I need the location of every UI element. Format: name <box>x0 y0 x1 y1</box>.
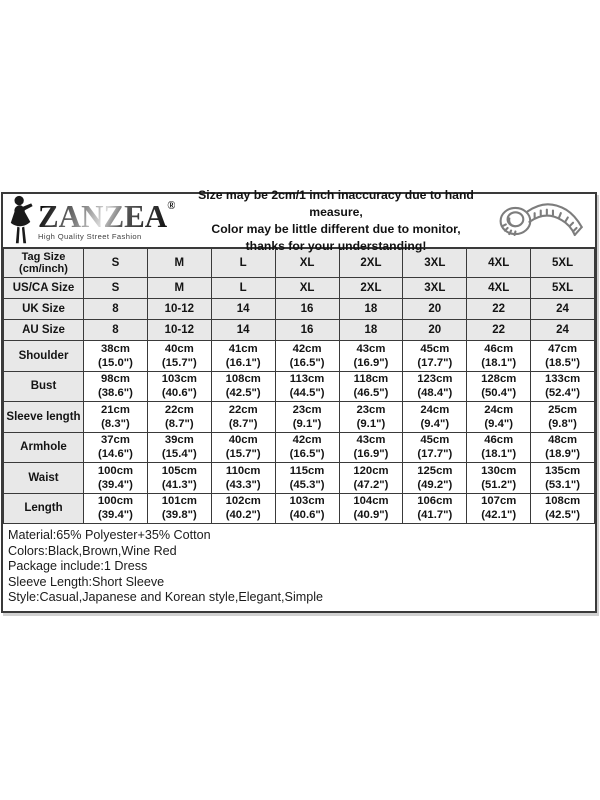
measure-cell <box>147 371 211 402</box>
inch-value: (47.2") <box>353 478 389 491</box>
cm-value: 42cm <box>292 342 322 355</box>
measure-cell <box>211 371 275 402</box>
brand-tagline: High Quality Street Fashion <box>38 231 142 241</box>
size-cell: 14 <box>211 320 275 341</box>
inch-value: (18.5") <box>545 356 580 369</box>
inch-value: (18.9") <box>545 448 580 461</box>
inch-value: (49.2") <box>417 478 453 491</box>
size-cell: 2XL <box>339 249 403 278</box>
brand-logo <box>3 195 183 247</box>
inch-value: (15.0") <box>98 356 133 369</box>
measure-cell <box>531 493 595 524</box>
size-cell: 5XL <box>531 249 595 278</box>
cm-value: 106cm <box>417 495 453 508</box>
inch-value: (18.1") <box>481 356 517 369</box>
inch-value: (9.1") <box>292 417 322 430</box>
inch-value: (9.1") <box>356 417 386 430</box>
cm-value: 123cm <box>417 373 453 386</box>
row-label: AU Size <box>4 320 84 341</box>
measure-cell <box>211 402 275 433</box>
cm-value: 98cm <box>100 373 130 386</box>
size-cell: 8 <box>84 320 148 341</box>
cm-value: 128cm <box>481 373 517 386</box>
size-cell: S <box>84 278 148 299</box>
measure-cell <box>84 402 148 433</box>
notice-line: Size may be 2cm/1 inch inaccuracy due to hand measure, <box>198 187 474 219</box>
measure-cell <box>531 341 595 372</box>
cm-value: 115cm <box>289 464 325 477</box>
cm-value: 130cm <box>481 464 517 477</box>
inch-value: (39.4") <box>98 509 133 522</box>
measure-cell <box>531 432 595 463</box>
measure-cell <box>531 463 595 494</box>
inch-value: (40.6") <box>161 387 197 400</box>
inch-value: (41.7") <box>417 509 453 522</box>
cm-value: 24cm <box>484 403 514 416</box>
measure-cell <box>147 402 211 433</box>
detail-line-colors: Colors:Black,Brown,Wine Red <box>8 543 177 558</box>
cm-value: 101cm <box>161 495 197 508</box>
inch-value: (48.4") <box>417 387 453 400</box>
cm-value: 25cm <box>548 403 578 416</box>
cm-value: 22cm <box>164 403 194 416</box>
cm-value: 104cm <box>353 495 389 508</box>
measure-cell <box>467 432 531 463</box>
registered-mark: ® <box>167 199 176 212</box>
measure-cell <box>147 341 211 372</box>
cm-value: 39cm <box>164 434 194 447</box>
row-label: Armhole <box>4 432 84 463</box>
size-cell: 4XL <box>467 249 531 278</box>
inch-value: (8.7") <box>228 417 258 430</box>
measure-cell <box>403 402 467 433</box>
brand-name-text: ZANZEA <box>38 198 168 235</box>
size-cell: 20 <box>403 299 467 320</box>
cm-value: 47cm <box>548 342 578 355</box>
cm-value: 120cm <box>353 464 389 477</box>
brand-text <box>38 198 176 241</box>
measure-cell <box>339 402 403 433</box>
measure-cell <box>84 371 148 402</box>
product-details <box>3 524 595 611</box>
cm-value: 37cm <box>100 434 130 447</box>
cm-value: 45cm <box>420 342 450 355</box>
inch-value: (40.9") <box>353 509 389 522</box>
cm-value: 46cm <box>484 434 514 447</box>
size-cell: 16 <box>275 320 339 341</box>
size-cell: 2XL <box>339 278 403 299</box>
row-label: Waist <box>4 463 84 494</box>
size-cell: XL <box>275 278 339 299</box>
cm-value: 22cm <box>228 403 258 416</box>
cm-value: 40cm <box>164 342 194 355</box>
measuring-tape-icon <box>491 197 587 245</box>
inch-value: (39.4") <box>98 478 133 491</box>
cm-value: 100cm <box>97 464 134 477</box>
inch-value: (42.5") <box>225 387 261 400</box>
cm-value: 48cm <box>548 434 578 447</box>
measure-cell <box>403 371 467 402</box>
size-cell: XL <box>275 249 339 278</box>
row-label-line: (cm/inch) <box>19 263 68 275</box>
cm-value: 100cm <box>97 495 134 508</box>
measure-cell <box>467 341 531 372</box>
cm-value: 43cm <box>356 434 386 447</box>
detail-line-sleeve: Sleeve Length:Short Sleeve <box>8 574 165 589</box>
measure-cell <box>275 493 339 524</box>
size-chart-sheet <box>1 187 597 613</box>
inch-value: (53.1") <box>545 478 580 491</box>
measure-cell <box>147 432 211 463</box>
inch-value: (39.8") <box>161 509 197 522</box>
notice-line: Color may be little different due to monitor, <box>211 221 461 236</box>
measure-cell <box>275 463 339 494</box>
table-row-sleeve-length <box>4 402 595 433</box>
size-cell: 24 <box>531 320 595 341</box>
inch-value: (16.1") <box>225 356 261 369</box>
table-row-length <box>4 493 595 524</box>
inch-value: (16.5") <box>289 448 325 461</box>
measure-cell <box>403 493 467 524</box>
inch-value: (52.4") <box>545 387 580 400</box>
measure-cell <box>339 493 403 524</box>
size-cell: 24 <box>531 299 595 320</box>
table-row-shoulder <box>4 341 595 372</box>
cm-value: 113cm <box>289 373 325 386</box>
size-cell: 4XL <box>467 278 531 299</box>
cm-value: 23cm <box>292 403 322 416</box>
cm-value: 105cm <box>161 464 197 477</box>
table-row-waist <box>4 463 595 494</box>
inch-value: (16.5") <box>289 356 325 369</box>
size-cell: 18 <box>339 299 403 320</box>
inch-value: (42.5") <box>545 509 580 522</box>
size-cell: 5XL <box>531 278 595 299</box>
measure-cell <box>531 371 595 402</box>
inch-value: (15.7") <box>225 448 261 461</box>
size-cell: 16 <box>275 299 339 320</box>
inch-value: (44.5") <box>289 387 325 400</box>
cm-value: 42cm <box>292 434 322 447</box>
size-cell: 22 <box>467 320 531 341</box>
cm-value: 118cm <box>353 373 389 386</box>
measure-cell <box>275 341 339 372</box>
inch-value: (43.3") <box>225 478 261 491</box>
table-row-usca-size <box>4 278 595 299</box>
cm-value: 102cm <box>225 495 261 508</box>
inch-value: (16.9") <box>353 356 389 369</box>
measure-cell <box>403 463 467 494</box>
inch-value: (8.7") <box>165 417 194 430</box>
row-label: UK Size <box>4 299 84 320</box>
inch-value: (42.1") <box>481 509 517 522</box>
detail-line-style: Style:Casual,Japanese and Korean style,Elegant,Simple <box>8 590 324 605</box>
inch-value: (8.3") <box>101 417 130 430</box>
size-cell: 22 <box>467 299 531 320</box>
table-row-armhole <box>4 432 595 463</box>
cm-value: 41cm <box>228 342 258 355</box>
inch-value: (9.4") <box>420 417 450 430</box>
row-label: Bust <box>4 371 84 402</box>
row-label: Sleeve length <box>4 402 84 433</box>
row-label-line: Tag Size <box>21 250 66 263</box>
measure-cell <box>275 402 339 433</box>
row-label: US/CA Size <box>4 278 84 299</box>
cm-value: 110cm <box>225 464 261 477</box>
inch-value: (51.2") <box>481 478 517 491</box>
cm-value: 45cm <box>420 434 450 447</box>
cm-value: 107cm <box>481 495 517 508</box>
cm-value: 103cm <box>289 495 325 508</box>
measure-cell <box>339 341 403 372</box>
inch-value: (40.6") <box>289 509 325 522</box>
measure-cell <box>275 371 339 402</box>
size-cell: L <box>211 249 275 278</box>
measure-cell <box>84 463 148 494</box>
measure-cell <box>275 432 339 463</box>
size-cell: 20 <box>403 320 467 341</box>
cm-value: 46cm <box>484 342 514 355</box>
measure-cell <box>403 432 467 463</box>
inch-value: (17.7") <box>417 356 453 369</box>
measure-cell <box>339 432 403 463</box>
inch-value: (16.9") <box>353 448 389 461</box>
measure-cell <box>403 341 467 372</box>
inch-value: (18.1") <box>481 448 517 461</box>
cm-value: 103cm <box>161 373 197 386</box>
inch-value: (45.3") <box>289 478 325 491</box>
row-label: Length <box>4 493 84 524</box>
cm-value: 108cm <box>225 373 261 386</box>
row-label: Shoulder <box>4 341 84 372</box>
cm-value: 40cm <box>228 434 258 447</box>
cm-value: 43cm <box>356 342 386 355</box>
inch-value: (46.5") <box>353 387 389 400</box>
table-row-uk-size <box>4 299 595 320</box>
inch-value: (50.4") <box>481 387 517 400</box>
measure-cell <box>467 463 531 494</box>
inch-value: (41.3") <box>161 478 197 491</box>
measure-cell <box>467 402 531 433</box>
inch-value: (15.4") <box>161 448 197 461</box>
measure-cell <box>147 463 211 494</box>
cm-value: 135cm <box>544 464 581 477</box>
notice-line: thanks for your understanding! <box>245 238 427 253</box>
measure-cell <box>339 463 403 494</box>
row-label <box>4 249 84 278</box>
size-cell: 3XL <box>403 278 467 299</box>
size-cell: L <box>211 278 275 299</box>
detail-line-package: Package include:1 Dress <box>8 559 148 574</box>
size-cell: M <box>147 249 211 278</box>
size-cell: S <box>84 249 148 278</box>
measure-cell <box>211 432 275 463</box>
cm-value: 125cm <box>417 464 453 477</box>
measure-cell <box>84 432 148 463</box>
measure-cell <box>211 463 275 494</box>
detail-line-material: Material:65% Polyester+35% Cotton <box>8 528 211 542</box>
measure-cell <box>84 341 148 372</box>
size-notice <box>183 187 489 255</box>
measure-cell <box>339 371 403 402</box>
inch-value: (17.7") <box>417 448 453 461</box>
size-cell: 8 <box>84 299 148 320</box>
measure-cell <box>211 493 275 524</box>
table-row-au-size <box>4 320 595 341</box>
size-cell: M <box>147 278 211 299</box>
measure-cell <box>211 341 275 372</box>
measure-cell <box>467 371 531 402</box>
measure-cell <box>147 493 211 524</box>
table-row-bust <box>4 371 595 402</box>
size-cell: 14 <box>211 299 275 320</box>
measure-cell <box>467 493 531 524</box>
cm-value: 133cm <box>544 373 581 386</box>
inch-value: (9.8") <box>548 417 577 430</box>
measure-cell <box>84 493 148 524</box>
woman-silhouette-icon <box>6 195 36 247</box>
size-cell: 3XL <box>403 249 467 278</box>
cm-value: 38cm <box>100 342 130 355</box>
inch-value: (40.2") <box>225 509 261 522</box>
size-table <box>3 248 595 524</box>
cm-value: 21cm <box>100 403 130 416</box>
inch-value: (15.7") <box>161 356 197 369</box>
cm-value: 23cm <box>356 403 386 416</box>
size-cell: 18 <box>339 320 403 341</box>
size-cell: 10-12 <box>147 299 211 320</box>
inch-value: (38.6") <box>98 387 133 400</box>
header-band <box>3 187 595 253</box>
cm-value: 24cm <box>420 403 450 416</box>
brand-name <box>38 198 176 235</box>
cm-value: 108cm <box>544 495 581 508</box>
size-cell: 10-12 <box>147 320 211 341</box>
inch-value: (9.4") <box>484 417 513 430</box>
measure-cell <box>531 402 595 433</box>
inch-value: (14.6") <box>98 448 133 461</box>
